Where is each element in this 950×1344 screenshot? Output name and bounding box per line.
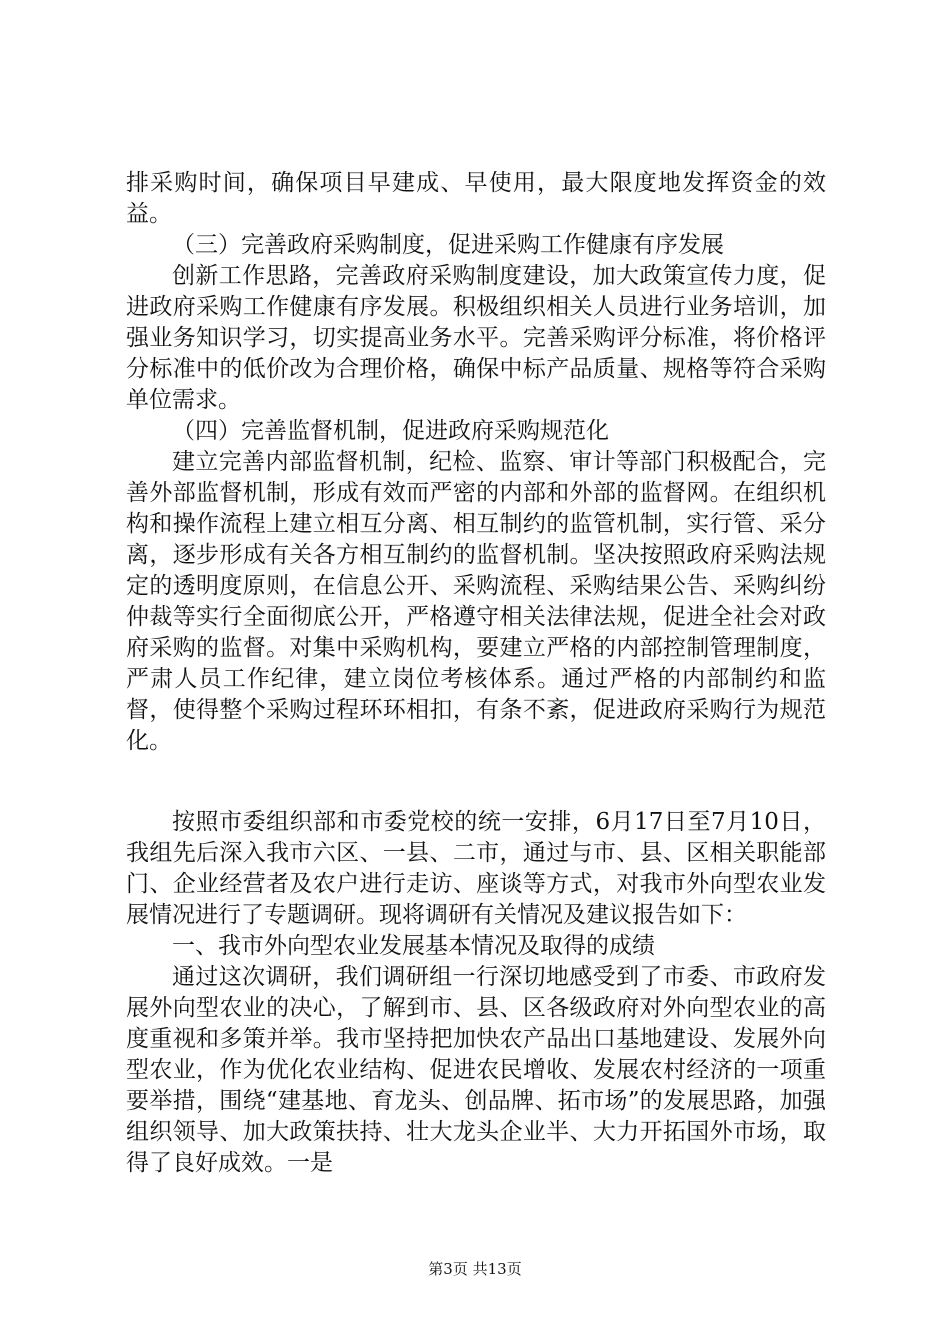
section-heading-4: （四）完善监督机制，促进政府采购规范化 (172, 418, 609, 444)
paragraph-supervision: 建立完善内部监督机制，纪检、监察、审计等部门积极配合，完善外部监督机制，形成有效而严密的内部和外部的监督网。在组织机构和操作流程上建立相互分离、相互制约的监管机制，实行管、采分离，逐步形成有关各方相互制约的监督机制。坚决按照政府采购法规定的透明度原则，在信息公开、采购流程、采购结果公告、采购纠纷仲裁等实行全面彻底公开，严格遵守相关法律法规，促进全社会对政府采购的监督。对集中采购机构，要建立严格的内部控制管理制度，严肃人员工作纪律，建立岗位考核体系。通过严格的内部制约和监督，使得整个采购过程环环相扣，有条不紊，促进政府采购行为规范化。 (126, 449, 826, 754)
paragraph-report-intro: 按照市委组织部和市委党校的统一安排，6月17日至7月10日，我组先后深入我市六区、一县、二市，通过与市、县、区相关职能部门、企业经营者及农户进行走访、座谈等方式，对我市外向型农业发展情况进行了专题调研。现将调研有关情况及建议报告如下： (126, 809, 826, 928)
page-number-footer: 第3页 共13页 (428, 1260, 522, 1278)
paragraph-procurement-system: 创新工作思路，完善政府采购制度建设，加大政策宣传力度，促进政府采购工作健康有序发展。积极组织相关人员进行业务培训，加强业务知识学习，切实提高业务水平。完善采购评分标准，将价格评分标准中的低价改为合理价格，确保中标产品质量、规格等符合采购单位需求。 (126, 263, 826, 413)
section-heading-3: （三）完善政府采购制度，促进采购工作健康有序发展 (172, 232, 724, 258)
section-gap (126, 757, 826, 807)
section-heading-1: 一、我市外向型农业发展基本情况及取得的成绩 (172, 933, 655, 959)
paragraph-agriculture-findings: 通过这次调研，我们调研组一行深切地感受到了市委、市政府发展外向型农业的决心，了解到市、县、区各级政府对外向型农业的高度重视和多策并举。我市坚持把加快农产品出口基地建设、发展外向型农业，作为优化农业结构、促进农民增收、发展农村经济的一项重要举措，围绕“建基地、育龙头、创品牌、拓市场”的发展思路，加强组织领导、加大政策扶持、壮大龙头企业半、大力开拓国外市场，取得了良好成效。一是 (126, 964, 826, 1176)
paragraph-continuation: 排采购时间，确保项目早建成、早使用，最大限度地发挥资金的效益。 (126, 170, 826, 227)
document-body (126, 168, 826, 1179)
